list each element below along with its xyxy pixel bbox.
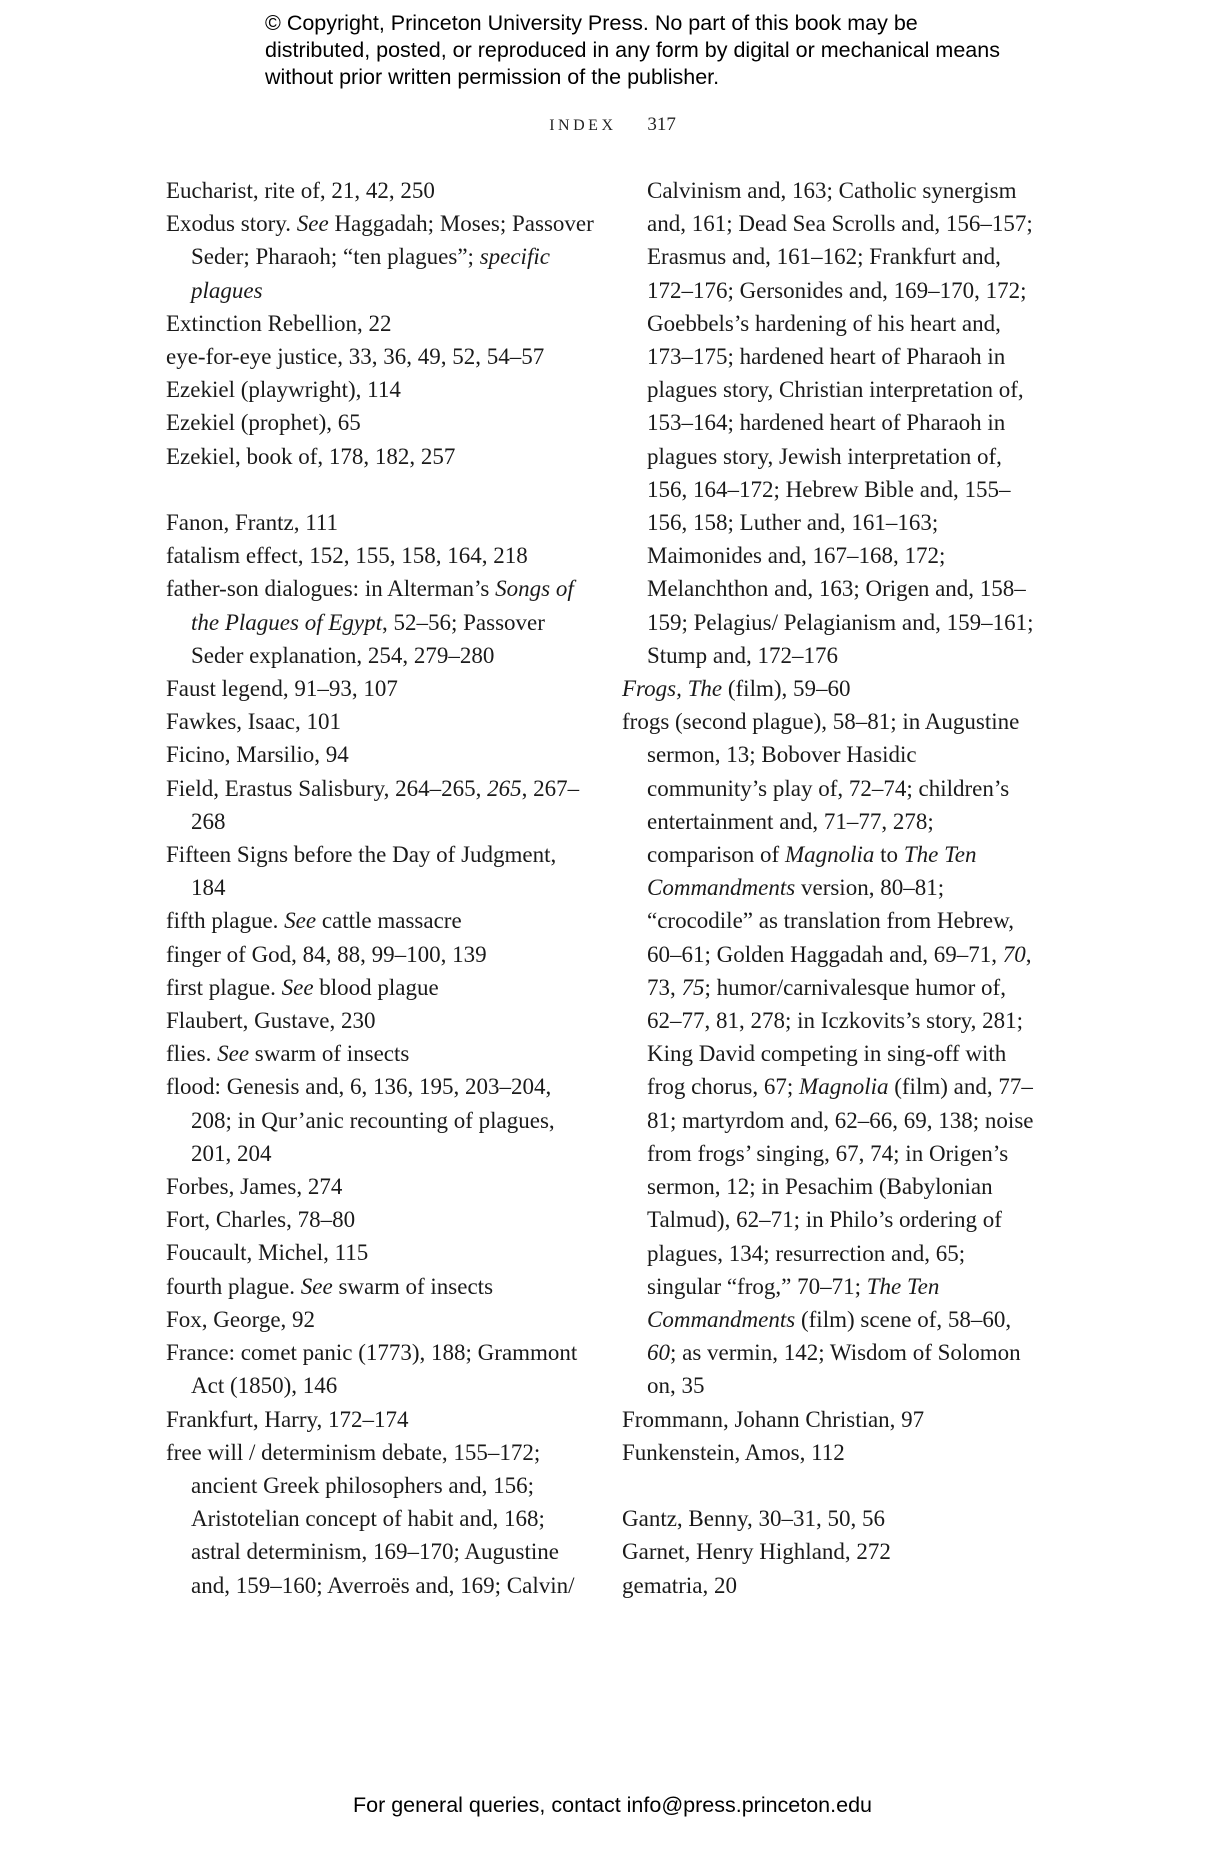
index-entry-text: See bbox=[284, 908, 317, 934]
index-entry-text: Songs of the Plagues of Egypt bbox=[191, 576, 574, 635]
index-entry-text: gematria, 20 bbox=[622, 1572, 737, 1598]
index-entry-text: Magnolia bbox=[784, 842, 875, 868]
index-entry-text: Garnet, Henry Highland, 272 bbox=[622, 1539, 891, 1565]
index-entry bbox=[166, 705, 596, 738]
index-entry-text: Fox, George, 92 bbox=[166, 1306, 316, 1332]
index-entry-text: (film) and, 77–81; martyrdom and, 62–66, 69, 138; noise from frogs’ singing, 67, 74; in Origen’s sermon, 12; in Pesachim (Babylonian Talmud), 62–71; in Philo’s ordering of plagues, 134; resurrection and, 65; singular “frog,” 70–71; bbox=[647, 1074, 1034, 1299]
index-entry bbox=[166, 1004, 596, 1037]
index-entry-text: Ezekiel (playwright), 114 bbox=[166, 377, 401, 403]
index-entry bbox=[166, 207, 596, 307]
index-entry-text: , 267–268 bbox=[191, 775, 580, 834]
index-entry bbox=[166, 904, 596, 937]
index-entry-text: cattle massacre bbox=[316, 908, 462, 934]
index-entry bbox=[622, 1535, 1042, 1568]
index-entry-text: Frommann, Johann Christian, 97 bbox=[622, 1406, 925, 1432]
index-entry bbox=[166, 406, 596, 439]
index-entry-text: (film) scene of, 58–60, bbox=[795, 1306, 1012, 1332]
index-entry-text: The Ten Commandments bbox=[647, 842, 977, 901]
index-entry bbox=[166, 340, 596, 373]
index-entry bbox=[166, 1070, 596, 1170]
index-entry-text: Foucault, Michel, 115 bbox=[166, 1240, 369, 1266]
index-entry bbox=[166, 738, 596, 771]
index-entry-text: Ezekiel (prophet), 65 bbox=[166, 410, 361, 436]
index-entry bbox=[622, 1569, 1042, 1602]
index-entry bbox=[166, 539, 596, 572]
index-entry-text: frogs (second plague), 58–81; in Augustine sermon, 13; Bobover Hasidic community’s play of, 72–74; children’s entertainment and, 71–77, 278; comparison of bbox=[622, 709, 1020, 868]
index-entry-text: flood: Genesis and, 6, 136, 195, 203–204, 208; in Qur’anic recounting of plagues, 201, 204 bbox=[166, 1074, 555, 1166]
index-entry bbox=[622, 705, 1042, 1402]
index-entry-text: Fawkes, Isaac, 101 bbox=[166, 709, 342, 735]
index-entry-text: France: comet panic (1773), 188; Grammont Act (1850), 146 bbox=[166, 1340, 578, 1399]
index-entry-text: version, 80–81; “crocodile” as translation from Hebrew, 60–61; Golden Haggadah and, 69–71, bbox=[647, 875, 1014, 967]
index-entry-text: ; humor/carnivalesque humor of, 62–77, 81, 278; in Iczkovits’s story, 281; King David competing in sing-off with frog chorus, 67; bbox=[647, 974, 1024, 1100]
index-entry-text: Funkenstein, Amos, 112 bbox=[622, 1439, 845, 1465]
index-entry bbox=[166, 440, 596, 473]
index-entry-text: free will / determinism debate, 155–172; ancient Greek philosophers and, 156; Aristotelian concept of habit and, 168; astral determinism, 169–170; Augustine and, 159–160; Averroës and, 169; Calvin/ bbox=[166, 1439, 575, 1598]
footer-contact: For general queries, contact info@press.princeton.edu bbox=[352, 1793, 872, 1817]
index-column-right bbox=[622, 174, 1042, 1602]
index-entry bbox=[166, 1037, 596, 1070]
index-entry bbox=[622, 1403, 1042, 1436]
index-column-left bbox=[166, 174, 596, 1602]
index-entry bbox=[166, 672, 596, 705]
index-entry-text: fatalism effect, 152, 155, 158, 164, 218 bbox=[166, 543, 528, 569]
index-entry-text: (film), 59–60 bbox=[722, 676, 851, 702]
index-entry bbox=[166, 1203, 596, 1236]
index-entry-text: Faust legend, 91–93, 107 bbox=[166, 676, 398, 702]
index-entry-text: 60 bbox=[647, 1340, 670, 1366]
index-entry-text: Exodus story. bbox=[166, 211, 297, 237]
running-head bbox=[0, 114, 1225, 136]
copyright-notice: © Copyright, Princeton University Press. No part of this book may be distributed, posted, or reproduced in any form by digital or mechanical means without prior written permission of the publisher. bbox=[265, 11, 1000, 89]
index-entry-text: Magnolia bbox=[799, 1074, 889, 1100]
index-entry bbox=[166, 1436, 596, 1602]
index-entry-text: See bbox=[217, 1041, 250, 1067]
index-entry-text: to bbox=[874, 842, 904, 868]
index-entry-text: first plague. bbox=[166, 974, 282, 1000]
index-entry-text: swarm of insects bbox=[249, 1041, 410, 1067]
index-entry-text: , 52–56; Passover Seder explanation, 254, 279–280 bbox=[191, 609, 545, 668]
index-entry-text: Ficino, Marsilio, 94 bbox=[166, 742, 349, 768]
index-entry-text: swarm of insects bbox=[332, 1273, 494, 1299]
index-entry-text: Eucharist, rite of, 21, 42, 250 bbox=[166, 178, 435, 203]
index-entry bbox=[166, 174, 596, 207]
index-entry-text: fourth plague. bbox=[166, 1273, 301, 1299]
index-entry-text: Ezekiel, book of, 178, 182, 257 bbox=[166, 443, 456, 469]
index-entry bbox=[166, 1303, 596, 1336]
index-entry bbox=[622, 1502, 1042, 1535]
index-entry-text: 70 bbox=[1002, 941, 1026, 967]
index-entry bbox=[166, 971, 596, 1004]
page-number: 317 bbox=[647, 114, 676, 135]
index-entry-text: See bbox=[296, 211, 329, 237]
index-entry bbox=[166, 1236, 596, 1269]
index-entry-text: See bbox=[281, 974, 314, 1000]
index-entry bbox=[166, 572, 596, 672]
index-entry-text: fifth plague. bbox=[166, 908, 285, 934]
index-entry-text: Gantz, Benny, 30–31, 50, 56 bbox=[622, 1506, 885, 1532]
index-entry-text: specific plagues bbox=[191, 244, 550, 303]
index-entry-text: Extinction Rebellion, 22 bbox=[166, 310, 392, 336]
index-entry bbox=[166, 1336, 596, 1402]
index-entry bbox=[166, 307, 596, 340]
index-entry-text: Flaubert, Gustave, 230 bbox=[166, 1008, 376, 1034]
index-entry bbox=[166, 506, 596, 539]
index-entry bbox=[166, 1170, 596, 1203]
index-entry-text: eye-for-eye justice, 33, 36, 49, 52, 54–57 bbox=[166, 344, 545, 370]
index-entry-text: Fifteen Signs before the Day of Judgment, 184 bbox=[166, 842, 557, 901]
index-entry bbox=[166, 772, 596, 838]
index-entry-text: finger of God, 84, 88, 99–100, 139 bbox=[166, 941, 487, 967]
index-entry bbox=[166, 938, 596, 971]
index-entry bbox=[166, 838, 596, 904]
running-head-title: INDEX bbox=[549, 117, 617, 134]
index-entry bbox=[622, 1436, 1042, 1469]
index-entry-text: The Ten Commandments bbox=[647, 1273, 940, 1332]
index-entry-text: Forbes, James, 274 bbox=[166, 1174, 343, 1200]
index-entry-text: Calvinism and, 163; Catholic synergism and, 161; Dead Sea Scrolls and, 156–157; Erasmus and, 161–162; Frankfurt and, 172–176; Gersonides and, 169–170, 172; Goebbels’s hardening of his heart and, 173–175; hardened heart of Pharaoh in plagues story, Christian interpretation of, 153–164; hardened heart of Pharaoh in plagues story, Jewish interpretation of, 156, 164–172; Hebrew Bible and, 155–156, 158; Luther and, 161–163; Maimonides and, 167–168, 172; Melanchthon and, 163; Origen and, 158–159; Pelagius/ Pelagianism and, 159–161; Stump and, 172–176 bbox=[647, 178, 1034, 668]
index-entry bbox=[622, 174, 1042, 672]
index-entry-text: 75 bbox=[681, 974, 705, 1000]
index-entry bbox=[166, 1270, 596, 1303]
index-entry-text: Frogs, The bbox=[622, 676, 723, 702]
index-entry-text: Fort, Charles, 78–80 bbox=[166, 1207, 356, 1233]
index-entry-text: Frankfurt, Harry, 172–174 bbox=[166, 1406, 409, 1432]
index-entry-text: ; as vermin, 142; Wisdom of Solomon on, 35 bbox=[647, 1340, 1021, 1399]
index-entry bbox=[622, 672, 1042, 705]
index-entry-text: 265 bbox=[487, 775, 522, 801]
index-entry-text: Fanon, Frantz, 111 bbox=[166, 510, 339, 536]
index-entry-text: Field, Erastus Salisbury, 264–265, bbox=[166, 775, 488, 801]
index-entry-text: father-son dialogues: in Alterman’s bbox=[166, 576, 496, 602]
index-entry bbox=[166, 373, 596, 406]
index-entry-text: flies. bbox=[166, 1041, 218, 1067]
index-entry-text: Haggadah; Moses; Passover Seder; Pharaoh; “ten plagues”; bbox=[191, 211, 594, 270]
index-entry-text: blood plague bbox=[313, 974, 439, 1000]
index-entry bbox=[166, 1403, 596, 1436]
index-entry-text: See bbox=[300, 1273, 333, 1299]
index-entry-text: , 73, bbox=[647, 941, 1032, 1000]
